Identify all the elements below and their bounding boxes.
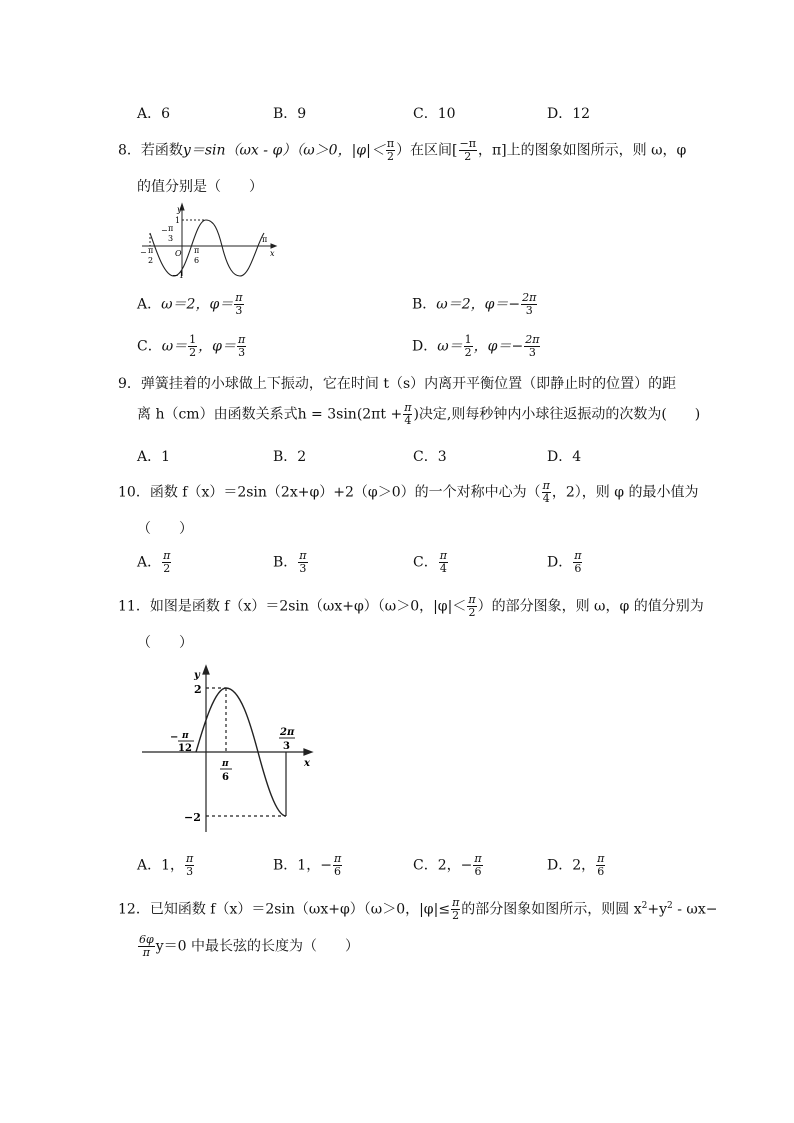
- q11-graph: [140, 662, 320, 834]
- q7-option-d[interactable]: D．12: [547, 106, 591, 122]
- q8-label-negpi2-n: π: [148, 246, 154, 255]
- q8-stem-line2: 的值分别是（ ）: [137, 179, 263, 195]
- q8-stem: [118, 138, 686, 163]
- q11-option-a[interactable]: A．1， $\frac{\pi}{3}$: [137, 852, 194, 878]
- q11-label-2: 2: [194, 683, 202, 696]
- q8-number: 8．: [118, 142, 141, 159]
- q9-option-c[interactable]: C．3: [413, 449, 447, 465]
- q11-label-n12-d: 12: [178, 743, 192, 754]
- q9-stem-line2: 离 h（cm）由函数关系式h = 3sin(2πt + $\frac{\pi}{4}$ )决定,则每秒钟内小球往返振动的次数为( ): [137, 401, 701, 427]
- q10-option-c[interactable]: C． $\frac{\pi}{4}$: [413, 549, 447, 575]
- q8-label-neg: −: [161, 226, 168, 235]
- q8-function: y＝sin（ωx - φ）（ω＞0，|φ|＜: [182, 142, 385, 159]
- q7-option-a[interactable]: A．6: [137, 106, 171, 122]
- q11-option-d[interactable]: D．2， $\frac{\pi}{6}$: [547, 852, 605, 878]
- q8-label-y: y: [177, 205, 182, 214]
- q8-label-negpi2-d: 2: [148, 256, 154, 265]
- q11-x-arrow: [304, 749, 312, 755]
- q11-y-arrow: [203, 666, 209, 674]
- q8-label-o: O: [175, 249, 182, 258]
- q8-text-b: ）在区间[: [396, 142, 458, 159]
- q8-label-pi3-d: 3: [168, 234, 174, 243]
- q8-pi-over-2: $\frac{\pi}{2}$: [386, 137, 395, 163]
- q8-text-c: ，π]上的图象如图所示，则 ω，φ: [477, 142, 687, 159]
- q9-stem-line1: 9．弹簧挂着的小球做上下振动，它在时间 t（s）内离开平衡位置（即静止时的位置）的距: [118, 376, 677, 392]
- q9-option-b[interactable]: B．2: [273, 449, 307, 465]
- q11-label-p23-n: 2π: [280, 727, 295, 738]
- q10-option-a[interactable]: A． $\frac{\pi}{2}$: [137, 549, 171, 575]
- q8-label-pi3-n: π: [168, 224, 174, 233]
- q10-option-d[interactable]: D． $\frac{\pi}{6}$: [547, 549, 582, 575]
- q10-stem-line2: （ ）: [137, 521, 193, 537]
- q11-label-neg2: −2: [184, 811, 201, 824]
- q8-label-pi6-d: 6: [194, 256, 200, 265]
- q12-stem-line2: $\frac{6\varphi}{\pi}$ y＝0 中最长弦的长度为（ ）: [139, 933, 359, 959]
- q11-label-p23-d: 3: [283, 741, 290, 752]
- q11-label-n12-n: π: [182, 731, 189, 741]
- q11-option-b[interactable]: B．1，− $\frac{\pi}{6}$: [273, 852, 342, 878]
- q9-option-a[interactable]: A．1: [137, 449, 171, 465]
- q11-label-p6-n: π: [222, 759, 229, 769]
- q8-label-pi: π: [262, 235, 268, 244]
- q11-label-n12-sign: −: [170, 732, 179, 743]
- q7-option-c[interactable]: C．10: [413, 106, 456, 122]
- q9-option-d[interactable]: D．4: [547, 449, 582, 465]
- q8-option-d[interactable]: D．ω＝ $\frac{1}{2}$ ，φ＝− $\frac{2\pi}{3}$: [412, 333, 540, 359]
- q8-label-negpi2-sign: −: [140, 248, 147, 257]
- q8-option-c[interactable]: C．ω＝ $\frac{1}{2}$ ，φ＝ $\frac{\pi}{3}$: [137, 333, 246, 359]
- q11-stem-line1: 11．如图是函数 f（x）＝2sin（ωx+φ）（ω＞0，|φ|＜ $\frac{\pi}{2}$ ）的部分图象，则 ω，φ 的值分别为: [118, 593, 704, 619]
- q10-option-b[interactable]: B． $\frac{\pi}{3}$: [273, 549, 307, 575]
- q8-label-neg1: −1: [172, 271, 184, 280]
- q7-option-b[interactable]: B．9: [273, 106, 307, 122]
- q8-label-pi6-n: π: [194, 246, 200, 255]
- q8-text-a: 若函数: [140, 142, 183, 159]
- q11-option-c[interactable]: C．2，− $\frac{\pi}{6}$: [413, 852, 482, 878]
- q8-option-a[interactable]: A．ω＝2，φ＝ $\frac{\pi}{3}$: [137, 291, 243, 317]
- q8-label-1: 1: [175, 216, 181, 225]
- q11-label-x: x: [304, 758, 310, 769]
- q8-neg-pi-over-2: $\frac{-\pi}{2}$: [459, 137, 476, 163]
- q8-option-b[interactable]: B．ω＝2，φ＝− $\frac{2\pi}{3}$: [412, 291, 537, 317]
- q11-label-y: y: [194, 670, 200, 681]
- q8-label-x: x: [270, 249, 275, 258]
- q11-label-p6-d: 6: [222, 772, 229, 783]
- q8-x-arrow: [271, 244, 276, 248]
- q11-stem-line2: （ ）: [137, 635, 193, 651]
- q8-graph: [136, 200, 286, 280]
- q10-stem-line1: 10．函数 f（x）＝2sin（2x+φ）+2（φ＞0）的一个对称中心为（ $\frac{\pi}{4}$ ，2），则 φ 的最小值为: [118, 479, 699, 505]
- q12-stem-line1: 12．已知函数 f（x）＝2sin（ωx+φ）（ω＞0，|φ|≤ $\frac{\pi}{2}$ 的部分图象如图所示，则圆 $x^2+y^2 - \omega x-$: [118, 896, 718, 922]
